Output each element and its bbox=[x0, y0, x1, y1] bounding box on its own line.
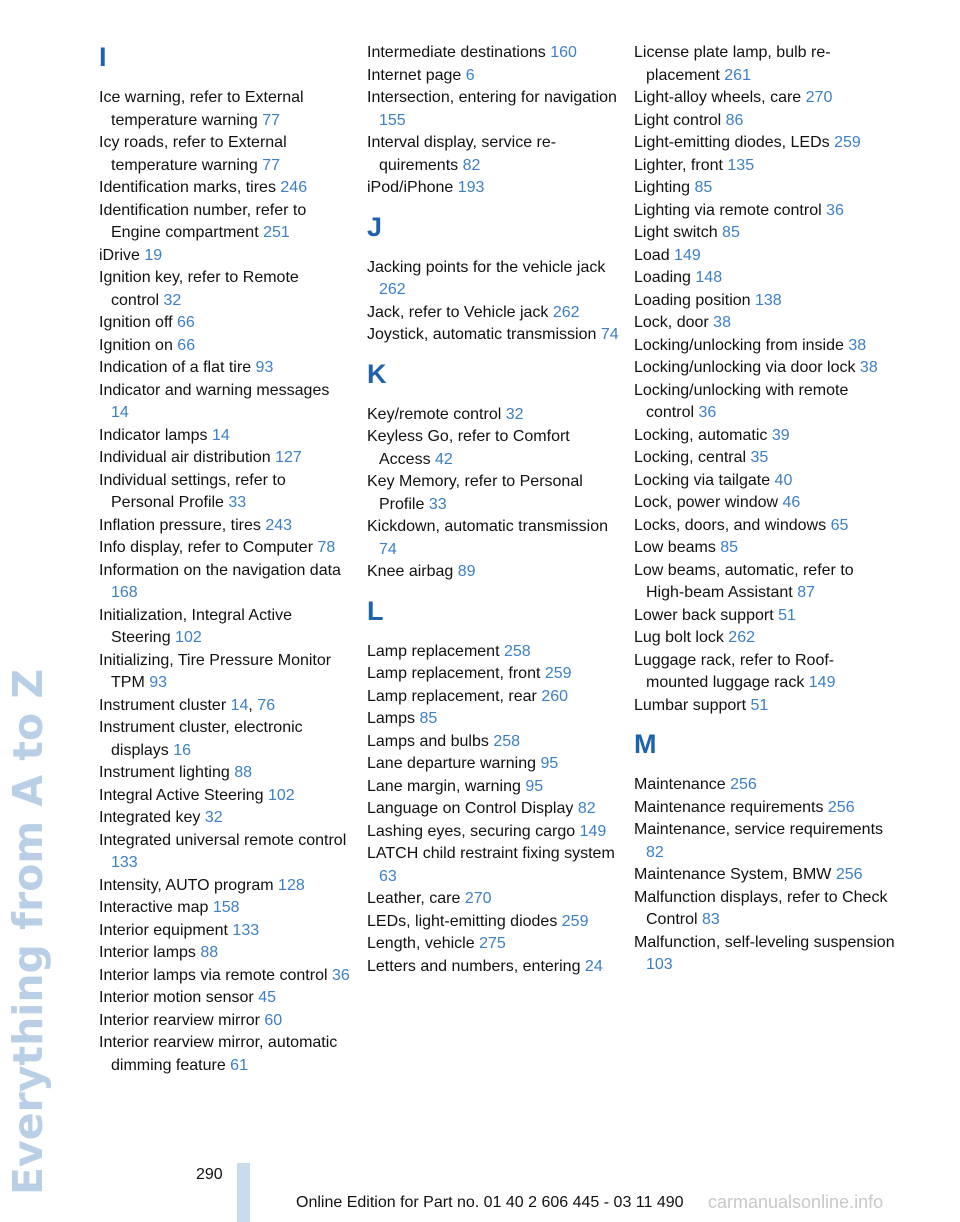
page-link[interactable]: 77 bbox=[262, 156, 280, 174]
entry-text: Indicator and warning messages bbox=[99, 381, 330, 399]
page-link[interactable]: 102 bbox=[175, 629, 202, 646]
entry-text: Light switch bbox=[634, 224, 718, 241]
entry-text: Lamp replacement bbox=[367, 642, 500, 660]
index-entry bbox=[99, 875, 351, 898]
index-entry bbox=[99, 425, 351, 448]
page-link[interactable]: 63 bbox=[379, 867, 397, 885]
index-entry bbox=[367, 65, 619, 88]
page-link[interactable]: 261 bbox=[724, 66, 751, 84]
page-link[interactable]: 45 bbox=[258, 989, 276, 1006]
page-link[interactable]: 85 bbox=[720, 539, 739, 556]
entry-text: Interactive map bbox=[99, 899, 209, 916]
index-entry bbox=[367, 821, 619, 844]
index-entry bbox=[634, 335, 896, 358]
page-link[interactable]: 102 bbox=[268, 786, 295, 804]
entry-text: Instrument lighting bbox=[99, 764, 230, 781]
index-entry bbox=[99, 267, 351, 312]
entry-text: Internet page bbox=[367, 66, 462, 84]
index-entry bbox=[99, 830, 351, 875]
entry-text: Lane departure warning bbox=[367, 755, 537, 772]
page-link[interactable]: 135 bbox=[727, 156, 755, 174]
index-entry bbox=[367, 753, 619, 776]
index-entry bbox=[99, 762, 351, 785]
entry-text: Integral Active Steering bbox=[99, 786, 264, 804]
page-link[interactable]: 32 bbox=[505, 405, 524, 423]
index-entry bbox=[634, 819, 896, 864]
page-link[interactable]: 33 bbox=[428, 495, 447, 513]
page-link[interactable]: 258 bbox=[493, 732, 521, 750]
entry-text: Lock, power window bbox=[634, 494, 779, 511]
entry-text: Initialization, Integral Active Steering bbox=[99, 606, 292, 646]
index-entry bbox=[634, 155, 896, 178]
index-entry bbox=[634, 200, 896, 223]
page-link[interactable]: 259 bbox=[544, 665, 572, 682]
index-entry: Instrument cluster 14, 76 bbox=[99, 696, 276, 714]
entry-text: Language on Control Display bbox=[367, 800, 574, 817]
entry-text: Interior equipment bbox=[99, 921, 228, 939]
index-entry bbox=[367, 933, 619, 956]
index-entry bbox=[99, 1010, 351, 1033]
index-entry bbox=[634, 887, 896, 932]
entry-text: Intensity, AUTO program bbox=[99, 876, 274, 894]
entry-text: Lamp replacement, front bbox=[367, 665, 541, 682]
index-entry bbox=[367, 257, 619, 302]
entry-text: LATCH child restraint fixing system bbox=[367, 845, 615, 862]
page-link[interactable]: 270 bbox=[464, 890, 492, 907]
entry-text: Leather, care bbox=[367, 890, 461, 907]
page-link[interactable]: 155 bbox=[379, 111, 406, 129]
index-entry bbox=[99, 470, 351, 515]
footer-accent-bar bbox=[237, 1163, 250, 1222]
page-link[interactable]: 32 bbox=[204, 809, 223, 826]
index-column-1 bbox=[99, 42, 351, 1077]
index-entry bbox=[634, 447, 896, 470]
section-letter: J bbox=[367, 211, 383, 242]
entry-text: Ignition off bbox=[99, 314, 173, 331]
page-link[interactable]: 77 bbox=[262, 111, 280, 129]
page-link[interactable]: 262 bbox=[552, 303, 580, 321]
entry-text: Individual settings, refer to Personal Profile bbox=[99, 471, 286, 511]
page-link[interactable]: 95 bbox=[540, 755, 559, 772]
section-letter: I bbox=[99, 42, 107, 72]
entry-text: Interior lamps bbox=[99, 944, 196, 961]
index-entry bbox=[99, 537, 351, 560]
entry-text: Identification marks, tires bbox=[99, 179, 276, 196]
entry-text: Lamps bbox=[367, 710, 416, 727]
index-entry bbox=[367, 516, 619, 561]
index-entry bbox=[99, 200, 351, 245]
entry-text: Kickdown, automatic transmission bbox=[367, 518, 608, 535]
entry-text: Knee airbag bbox=[367, 563, 454, 580]
page-link[interactable]: 74 bbox=[379, 540, 397, 558]
page-link[interactable]: 256 bbox=[730, 776, 757, 793]
page-link[interactable]: 149 bbox=[579, 822, 607, 840]
entry-text: Letters and numbers, entering bbox=[367, 957, 581, 975]
page-link[interactable]: 36 bbox=[826, 201, 844, 219]
entry-text: Locking via tailgate bbox=[634, 471, 771, 489]
section-letter: M bbox=[634, 729, 657, 759]
page-link[interactable]: 168 bbox=[111, 584, 138, 601]
page-link[interactable]: 87 bbox=[797, 584, 815, 601]
entry-text: Locking, automatic bbox=[634, 426, 768, 444]
index-entry bbox=[99, 515, 351, 538]
page-link[interactable]: 270 bbox=[805, 89, 833, 106]
entry-text: Low beams bbox=[634, 539, 716, 556]
entry-text: Lumbar support bbox=[634, 696, 747, 714]
page-link[interactable]: 38 bbox=[713, 314, 731, 331]
index-entry bbox=[367, 776, 619, 799]
page-link[interactable]: 256 bbox=[835, 866, 863, 883]
index-entry bbox=[99, 717, 351, 762]
page-link[interactable]: 36 bbox=[331, 966, 350, 984]
page-link[interactable]: 88 bbox=[200, 944, 219, 961]
page-link[interactable]: 14 bbox=[111, 404, 129, 421]
page-link[interactable]: 93 bbox=[149, 674, 168, 691]
entry-text: iPod/iPhone bbox=[367, 179, 454, 196]
index-entry bbox=[367, 42, 619, 65]
page-link[interactable]: 88 bbox=[234, 764, 252, 781]
page-link[interactable]: 66 bbox=[177, 314, 195, 331]
index-entry bbox=[99, 897, 351, 920]
page-link[interactable]: 39 bbox=[771, 426, 790, 444]
page-link[interactable]: 149 bbox=[674, 246, 701, 264]
page-link[interactable]: 38 bbox=[848, 336, 867, 354]
entry-text: Lug bolt lock bbox=[634, 629, 724, 646]
index-entry bbox=[634, 425, 896, 448]
page-link[interactable]: 193 bbox=[457, 179, 485, 196]
index-entry bbox=[99, 87, 351, 132]
page-link[interactable]: 24 bbox=[584, 957, 603, 975]
entry-text: Maintenance, service requirements bbox=[634, 821, 884, 838]
page-link[interactable]: 259 bbox=[834, 134, 861, 151]
index-entry bbox=[367, 404, 619, 427]
page-link[interactable]: 258 bbox=[503, 642, 531, 660]
entry-text: Ignition key, refer to Remote control bbox=[99, 269, 299, 309]
page-link[interactable]: 61 bbox=[230, 1056, 248, 1074]
page-link[interactable]: 14 bbox=[230, 696, 249, 714]
page-link[interactable]: 259 bbox=[561, 912, 589, 930]
entry-text: Info display, refer to Computer bbox=[99, 539, 314, 556]
entry-text: Loading position bbox=[634, 291, 751, 309]
index-entry bbox=[367, 686, 619, 709]
index-entry bbox=[99, 987, 351, 1010]
index-entry bbox=[99, 965, 351, 988]
page-link[interactable]: 148 bbox=[695, 269, 723, 286]
page-link[interactable]: 262 bbox=[379, 281, 406, 298]
entry-text: Integrated key bbox=[99, 809, 201, 826]
index-entry bbox=[634, 537, 896, 560]
index-entry bbox=[367, 302, 619, 325]
entry-text: Instrument cluster, electronic displays bbox=[99, 719, 303, 759]
page-link[interactable]: 262 bbox=[728, 629, 755, 646]
entry-text: LEDs, light-emitting diodes bbox=[367, 912, 558, 930]
entry-text: Lamps and bulbs bbox=[367, 732, 489, 750]
watermark: carmanualsonline.info bbox=[708, 1192, 884, 1212]
entry-text: Loading bbox=[634, 269, 691, 286]
entry-text: Locking, central bbox=[634, 449, 747, 466]
index-entry bbox=[99, 357, 351, 380]
index-entry bbox=[367, 911, 619, 934]
page-link[interactable]: 83 bbox=[702, 911, 720, 928]
entry-text: Intersection, entering for navigation bbox=[367, 89, 617, 106]
index-entry bbox=[634, 87, 896, 110]
index-entry bbox=[634, 774, 896, 797]
entry-text: Indicator lamps bbox=[99, 426, 208, 444]
index-entry bbox=[367, 663, 619, 686]
page-link[interactable]: 85 bbox=[722, 224, 740, 241]
entry-text: Information on the navigation data bbox=[99, 561, 341, 579]
index-entry bbox=[99, 560, 351, 605]
entry-text: Icy roads, refer to External temperature warning bbox=[99, 134, 287, 174]
index-entry bbox=[367, 731, 619, 754]
index-entry bbox=[99, 177, 351, 200]
page-link[interactable]: 275 bbox=[479, 935, 506, 952]
entry-text: Jacking points for the vehicle jack bbox=[367, 258, 606, 276]
page-link[interactable]: 86 bbox=[725, 111, 744, 129]
entry-text: Key/remote control bbox=[367, 405, 502, 423]
entry-text: Key Memory, refer to Personal Profile bbox=[367, 473, 583, 513]
index-entry bbox=[634, 515, 896, 538]
page-link[interactable]: 85 bbox=[694, 179, 713, 196]
page-link[interactable]: 133 bbox=[232, 921, 260, 939]
index-column-2 bbox=[367, 42, 619, 978]
page-link[interactable]: 19 bbox=[144, 246, 163, 264]
index-entry bbox=[367, 87, 619, 132]
page-number: 290 bbox=[196, 1166, 223, 1183]
page-link[interactable]: 127 bbox=[275, 449, 302, 466]
index-entry bbox=[634, 560, 896, 605]
page-link[interactable]: 51 bbox=[778, 606, 796, 624]
entry-text: Luggage rack, refer to Roof-mounted luggage rack bbox=[634, 651, 835, 691]
entry-text: Light control bbox=[634, 111, 722, 129]
entry-text: Lighter, front bbox=[634, 156, 723, 174]
index-entry bbox=[99, 380, 351, 425]
entry-text: Individual air distribution bbox=[99, 449, 271, 466]
page-link[interactable]: 149 bbox=[808, 674, 836, 691]
index-entry bbox=[634, 695, 896, 718]
page-link[interactable]: 89 bbox=[457, 563, 476, 580]
page-link[interactable]: 256 bbox=[827, 798, 855, 816]
entry-text: Lane margin, warning bbox=[367, 777, 521, 795]
index-entry bbox=[634, 864, 896, 887]
index-entry bbox=[634, 357, 896, 380]
side-title: Everything from A to Z bbox=[4, 668, 52, 1195]
page-link[interactable]: 260 bbox=[541, 687, 569, 705]
entry-text: Light-emitting diodes, LEDs bbox=[634, 134, 830, 151]
page-link[interactable]: 14 bbox=[211, 426, 230, 444]
index-entry bbox=[367, 132, 619, 177]
page-link[interactable]: 32 bbox=[163, 291, 182, 309]
index-entry bbox=[99, 447, 351, 470]
index-entry bbox=[99, 312, 351, 335]
index-entry bbox=[367, 708, 619, 731]
page-link[interactable]: 103 bbox=[646, 956, 673, 973]
page-link[interactable]: 66 bbox=[177, 336, 196, 354]
entry-text: Identification number, refer to Engine compartment bbox=[99, 201, 307, 241]
page-link[interactable]: 38 bbox=[859, 359, 878, 376]
entry-text: Locking/unlocking with remote control bbox=[634, 381, 849, 421]
index-entry bbox=[634, 290, 896, 313]
page-link[interactable]: 133 bbox=[111, 854, 138, 871]
index-entry bbox=[634, 132, 896, 155]
page-link[interactable]: 243 bbox=[265, 516, 293, 534]
entry-text: Maintenance requirements bbox=[634, 798, 824, 816]
page-link[interactable]: 82 bbox=[646, 843, 664, 861]
entry-text: Lashing eyes, securing cargo bbox=[367, 822, 576, 840]
page-link[interactable]: 95 bbox=[525, 777, 544, 795]
index-entry bbox=[634, 222, 896, 245]
entry-text: Intermediate destinations bbox=[367, 44, 546, 61]
page-link[interactable]: 36 bbox=[698, 404, 717, 421]
index-entry bbox=[634, 42, 896, 87]
entry-text: Maintenance bbox=[634, 776, 726, 793]
index-entry bbox=[634, 312, 896, 335]
index-entry bbox=[634, 605, 896, 628]
index-entry bbox=[99, 132, 351, 177]
entry-text: Keyless Go, refer to Comfort Access bbox=[367, 428, 570, 468]
page-link[interactable]: 65 bbox=[830, 516, 849, 534]
entry-text: Lock, door bbox=[634, 314, 709, 331]
page-link[interactable]: 16 bbox=[173, 741, 192, 759]
page-link[interactable]: 158 bbox=[212, 899, 240, 916]
entry-text: Joystick, automatic transmission bbox=[367, 326, 597, 343]
entry-text: Ignition on bbox=[99, 336, 173, 354]
page-link[interactable]: 33 bbox=[228, 494, 247, 511]
index-entry bbox=[367, 641, 619, 664]
page-link[interactable]: 82 bbox=[577, 800, 596, 817]
index-entry bbox=[634, 797, 896, 820]
entry-text: Maintenance System, BMW bbox=[634, 866, 832, 883]
entry-text: Lighting bbox=[634, 179, 691, 196]
section-letter: K bbox=[367, 358, 387, 389]
entry-text: Inflation pressure, tires bbox=[99, 516, 261, 534]
index-entry bbox=[99, 807, 351, 830]
index-entry bbox=[99, 942, 351, 965]
index-entry bbox=[367, 471, 619, 516]
page-link[interactable]: 251 bbox=[263, 224, 290, 241]
page-link[interactable]: 6 bbox=[465, 66, 475, 84]
index-entry bbox=[634, 492, 896, 515]
page-link[interactable]: 78 bbox=[317, 539, 336, 556]
index-entry bbox=[367, 888, 619, 911]
index-entry bbox=[634, 380, 896, 425]
page-link[interactable]: 35 bbox=[750, 449, 769, 466]
index-entry bbox=[634, 627, 896, 650]
page-link[interactable]: 93 bbox=[255, 359, 274, 376]
entry-text: Indication of a flat tire bbox=[99, 359, 252, 376]
page-link[interactable]: 40 bbox=[774, 471, 793, 489]
entry-text: Locking/unlocking from inside bbox=[634, 336, 844, 354]
index-column-3 bbox=[634, 42, 896, 977]
page-link[interactable]: 85 bbox=[419, 710, 438, 727]
index-entry bbox=[99, 335, 351, 358]
entry-text: iDrive bbox=[99, 246, 140, 264]
page-link[interactable]: 74 bbox=[600, 326, 619, 343]
index-entry bbox=[99, 605, 351, 650]
page-link[interactable]: 128 bbox=[278, 876, 305, 894]
entry-text: Jack, refer to Vehicle jack bbox=[367, 303, 549, 321]
entry-text: Light-alloy wheels, care bbox=[634, 89, 802, 106]
entry-text: Ice warning, refer to External temperature warning bbox=[99, 89, 304, 129]
entry-text: Interior motion sensor bbox=[99, 989, 254, 1006]
index-entry bbox=[634, 650, 896, 695]
entry-text: Length, vehicle bbox=[367, 935, 475, 952]
index-entry bbox=[99, 650, 351, 695]
entry-text: Interior lamps via remote control bbox=[99, 966, 328, 984]
entry-text: Initializing, Tire Pressure Monitor TPM bbox=[99, 651, 332, 691]
index-entry bbox=[634, 245, 896, 268]
entry-text: Lamp replacement, rear bbox=[367, 687, 537, 705]
entry-text: Lower back support bbox=[634, 606, 774, 624]
index-entry bbox=[367, 177, 619, 200]
index-entry bbox=[634, 267, 896, 290]
page-link[interactable]: 160 bbox=[550, 44, 577, 61]
index-entry bbox=[634, 110, 896, 133]
page-link[interactable]: 138 bbox=[755, 291, 782, 309]
index-entry bbox=[634, 177, 896, 200]
index-entry bbox=[367, 426, 619, 471]
entry-text: Instrument cluster bbox=[99, 696, 227, 714]
entry-text: Malfunction, self-leveling suspension bbox=[634, 933, 895, 951]
page-link[interactable]: 60 bbox=[264, 1011, 283, 1029]
entry-text: Locking/unlocking via door lock bbox=[634, 359, 856, 376]
page-link[interactable]: 51 bbox=[750, 696, 769, 714]
page-link[interactable]: 46 bbox=[782, 494, 801, 511]
index-entry bbox=[367, 798, 619, 821]
entry-text: Load bbox=[634, 246, 670, 264]
entry-text: Integrated universal remote control bbox=[99, 831, 347, 849]
index-entry bbox=[99, 785, 351, 808]
index-entry bbox=[634, 470, 896, 493]
page-link[interactable]: 76 bbox=[257, 696, 276, 714]
index-entry bbox=[367, 561, 619, 584]
footer-edition-text: Online Edition for Part no. 01 40 2 606 445 - 03 11 490 bbox=[296, 1194, 684, 1211]
index-entry bbox=[367, 956, 619, 979]
entry-text: Interior rearview mirror, automatic dimming feature bbox=[99, 1034, 338, 1074]
entry-text: Interval display, service requirements bbox=[367, 134, 557, 174]
index-entry bbox=[99, 1032, 351, 1077]
entry-text: Lighting via remote control bbox=[634, 201, 822, 219]
section-letter: L bbox=[367, 595, 384, 626]
entry-text: Low beams, automatic, refer to High-beam Assistant bbox=[634, 561, 854, 601]
entry-text: Interior rearview mirror bbox=[99, 1011, 260, 1029]
entry-text: Locks, doors, and windows bbox=[634, 516, 827, 534]
page-link[interactable]: 82 bbox=[462, 156, 481, 174]
index-entry bbox=[99, 920, 351, 943]
index-entry bbox=[634, 932, 896, 977]
index-entry bbox=[99, 245, 351, 268]
entry-text: Malfunction displays, refer to Check Control bbox=[634, 888, 888, 928]
index-entry bbox=[367, 843, 619, 888]
page-link[interactable]: 246 bbox=[280, 179, 308, 196]
index-entry bbox=[367, 324, 619, 347]
page-link[interactable]: 42 bbox=[435, 450, 453, 468]
entry-text: License plate lamp, bulb replacement bbox=[634, 44, 831, 84]
